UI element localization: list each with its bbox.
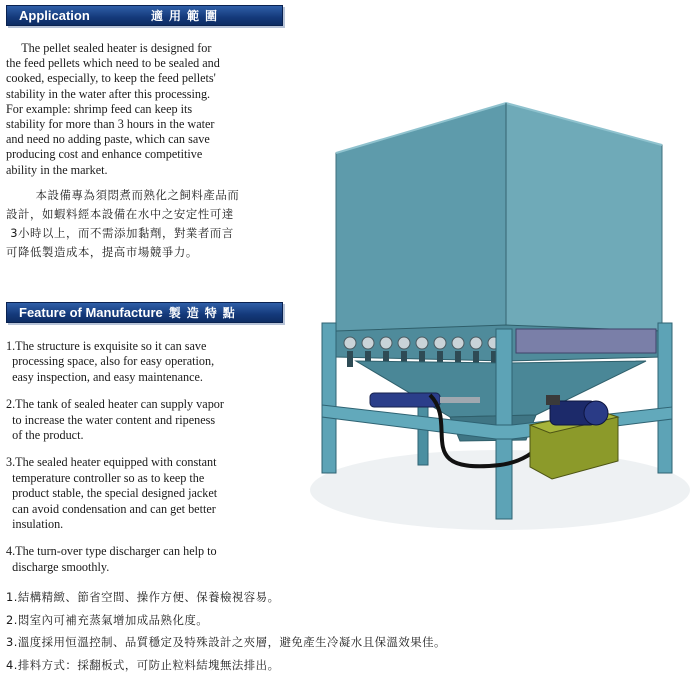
application-text-line: the feed pellets which need to be sealed and (6, 56, 288, 71)
feature-item-4 (6, 544, 296, 575)
feature-item-2 (6, 397, 296, 443)
feature-item-line: 1.The structure is exquisite so it can save (6, 339, 296, 354)
application-text-zh (6, 186, 296, 262)
application-text-en (6, 41, 288, 178)
feature-item-line: of the product. (6, 428, 296, 443)
feature-item-line: to increase the water content and ripeness (6, 413, 296, 428)
feature-list-zh (6, 586, 686, 676)
feature-item-line: 2.The tank of sealed heater can supply vapor (6, 397, 296, 412)
feature-list-en (6, 339, 296, 587)
pellet-sealed-heater-machine-illustration (300, 95, 690, 535)
application-text-line: The pellet sealed heater is designed for (6, 41, 288, 56)
feature-item-zh: 1.結構精緻、節省空間、操作方便、保養檢視容易。 (6, 586, 686, 609)
feature-item-zh: 4.排料方式：採翻板式，可防止粒料結塊無法排出。 (6, 654, 686, 676)
feature-item-zh: 3.溫度採用恒溫控制、品質穩定及特殊設計之夾層，避免產生冷凝水且保溫效果佳。 (6, 631, 686, 654)
application-text-line: and need no adding paste, which can save (6, 132, 288, 147)
feature-item-line: 4.The turn-over type discharger can help to (6, 544, 296, 559)
application-text-line: stability for more than 3 hours in the water (6, 117, 288, 132)
application-text-line: producing cost and enhance competitive (6, 147, 288, 162)
feature-item-3 (6, 455, 296, 532)
feature-item-line: product stable, the special designed jacket (6, 486, 296, 501)
feature-item-line: can avoid condensation and can get better (6, 502, 296, 517)
feature-item-line: insulation. (6, 517, 296, 532)
feature-item-line: discharge smoothly. (6, 560, 296, 575)
application-text-zh-line: 本設備專為須悶煮而熟化之飼料產品而 (6, 186, 296, 205)
feature-item-line: easy inspection, and easy maintenance. (6, 370, 296, 385)
feature-item-1 (6, 339, 296, 385)
application-text-line: ability in the market. (6, 163, 288, 178)
application-text-line: stability in the water after this processing. (6, 87, 288, 102)
feature-item-line: temperature controller so as to keep the (6, 471, 296, 486)
feature-heading (6, 302, 283, 323)
application-heading-zh: 適用範圍 (151, 7, 223, 24)
application-text-zh-line: 可降低製造成本，提高市場競爭力。 (6, 243, 296, 262)
application-heading-en: Application (19, 8, 127, 23)
feature-heading-en: Feature of Manufacture (19, 305, 163, 320)
application-text-zh-line: 設計，如蝦料經本設備在水中之安定性可達 (6, 205, 296, 224)
application-heading (6, 5, 283, 26)
feature-item-zh: 2.悶室內可補充蒸氣增加成品熟化度。 (6, 609, 686, 632)
application-text-zh-line: 3小時以上，而不需添加黏劑，對業者而言 (6, 224, 296, 243)
feature-item-line: processing space, also for easy operation, (6, 354, 296, 369)
feature-heading-zh: 製造特點 (169, 304, 241, 321)
application-text-line: For example: shrimp feed can keep its (6, 102, 288, 117)
feature-item-line: 3.The sealed heater equipped with constant (6, 455, 296, 470)
application-text-line: cooked, especially, to keep the feed pellets' (6, 71, 288, 86)
